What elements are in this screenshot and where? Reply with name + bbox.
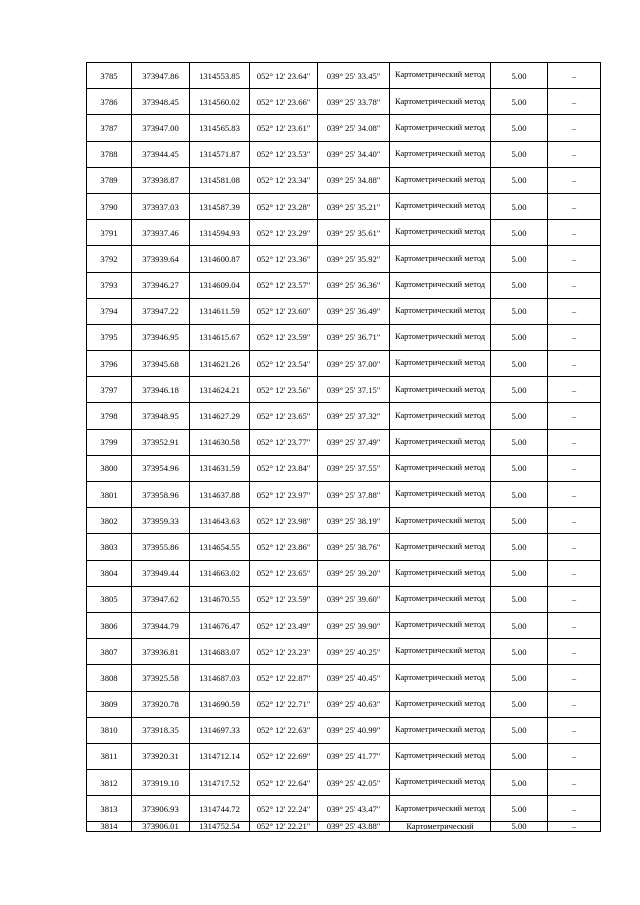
latitude-cell: 052° 12' 23.23" <box>250 639 318 665</box>
longitude-cell: 039° 25' 38.19" <box>318 508 390 534</box>
accuracy-cell: 5.00 <box>491 665 548 691</box>
y-coordinate-cell: 1314615.67 <box>190 324 250 350</box>
table-row <box>87 167 601 193</box>
latitude-cell: 052° 12' 23.28" <box>250 193 318 219</box>
method-cell: Картометрический метод <box>390 351 491 377</box>
latitude-cell: 052° 12' 22.24" <box>250 796 318 822</box>
latitude-cell: 052° 12' 23.64" <box>250 63 318 89</box>
y-coordinate-cell: 1314630.58 <box>190 429 250 455</box>
method-cell: Картометрический метод <box>390 298 491 324</box>
description-cell: – <box>548 63 601 89</box>
accuracy-cell: 5.00 <box>491 612 548 638</box>
x-coordinate-cell: 373936.81 <box>132 639 190 665</box>
x-coordinate-cell: 373906.01 <box>132 822 190 832</box>
table-row <box>87 63 601 89</box>
point-number-cell: 3795 <box>87 324 132 350</box>
latitude-cell: 052° 12' 22.69" <box>250 743 318 769</box>
description-cell: – <box>548 193 601 219</box>
accuracy-cell: 5.00 <box>491 482 548 508</box>
point-number-cell: 3788 <box>87 141 132 167</box>
latitude-cell: 052° 12' 23.65" <box>250 560 318 586</box>
point-number-cell: 3798 <box>87 403 132 429</box>
point-number-cell: 3803 <box>87 534 132 560</box>
accuracy-cell: 5.00 <box>491 115 548 141</box>
table-row <box>87 403 601 429</box>
point-number-cell: 3804 <box>87 560 132 586</box>
x-coordinate-cell: 373947.62 <box>132 586 190 612</box>
longitude-cell: 039° 25' 40.99" <box>318 717 390 743</box>
method-cell: Картометрический метод <box>390 377 491 403</box>
table-row <box>87 220 601 246</box>
description-cell: – <box>548 612 601 638</box>
method-cell: Картометрический <box>390 822 491 832</box>
accuracy-cell: 5.00 <box>491 89 548 115</box>
point-number-cell: 3800 <box>87 455 132 481</box>
y-coordinate-cell: 1314717.52 <box>190 770 250 796</box>
method-cell: Картометрический метод <box>390 717 491 743</box>
accuracy-cell: 5.00 <box>491 508 548 534</box>
method-cell: Картометрический метод <box>390 612 491 638</box>
description-cell: – <box>548 324 601 350</box>
description-cell: – <box>548 141 601 167</box>
latitude-cell: 052° 12' 23.65" <box>250 403 318 429</box>
y-coordinate-cell: 1314609.04 <box>190 272 250 298</box>
description-cell: – <box>548 429 601 455</box>
method-cell: Картометрический метод <box>390 534 491 560</box>
accuracy-cell: 5.00 <box>491 246 548 272</box>
table-row <box>87 665 601 691</box>
method-cell: Картометрический метод <box>390 272 491 298</box>
x-coordinate-cell: 373919.10 <box>132 770 190 796</box>
y-coordinate-cell: 1314571.87 <box>190 141 250 167</box>
x-coordinate-cell: 373944.45 <box>132 141 190 167</box>
accuracy-cell: 5.00 <box>491 220 548 246</box>
point-number-cell: 3802 <box>87 508 132 534</box>
y-coordinate-cell: 1314581.08 <box>190 167 250 193</box>
x-coordinate-cell: 373937.03 <box>132 193 190 219</box>
longitude-cell: 039° 25' 37.49" <box>318 429 390 455</box>
latitude-cell: 052° 12' 23.54" <box>250 351 318 377</box>
point-number-cell: 3805 <box>87 586 132 612</box>
method-cell: Картометрический метод <box>390 482 491 508</box>
latitude-cell: 052° 12' 23.86" <box>250 534 318 560</box>
y-coordinate-cell: 1314676.47 <box>190 612 250 638</box>
accuracy-cell: 5.00 <box>491 167 548 193</box>
y-coordinate-cell: 1314690.59 <box>190 691 250 717</box>
point-number-cell: 3806 <box>87 612 132 638</box>
longitude-cell: 039° 25' 33.78" <box>318 89 390 115</box>
method-cell: Картометрический метод <box>390 115 491 141</box>
description-cell: – <box>548 377 601 403</box>
longitude-cell: 039° 25' 43.47" <box>318 796 390 822</box>
latitude-cell: 052° 12' 23.57" <box>250 272 318 298</box>
x-coordinate-cell: 373946.18 <box>132 377 190 403</box>
table-row <box>87 822 601 832</box>
table-row <box>87 141 601 167</box>
method-cell: Картометрический метод <box>390 691 491 717</box>
y-coordinate-cell: 1314594.93 <box>190 220 250 246</box>
accuracy-cell: 5.00 <box>491 691 548 717</box>
table-row <box>87 193 601 219</box>
latitude-cell: 052° 12' 22.64" <box>250 770 318 796</box>
accuracy-cell: 5.00 <box>491 455 548 481</box>
x-coordinate-cell: 373946.95 <box>132 324 190 350</box>
longitude-cell: 039° 25' 35.92" <box>318 246 390 272</box>
description-cell: – <box>548 665 601 691</box>
latitude-cell: 052° 12' 22.71" <box>250 691 318 717</box>
latitude-cell: 052° 12' 23.61" <box>250 115 318 141</box>
method-cell: Картометрический метод <box>390 246 491 272</box>
latitude-cell: 052° 12' 22.63" <box>250 717 318 743</box>
description-cell: – <box>548 298 601 324</box>
y-coordinate-cell: 1314643.63 <box>190 508 250 534</box>
longitude-cell: 039° 25' 36.71" <box>318 324 390 350</box>
longitude-cell: 039° 25' 35.21" <box>318 193 390 219</box>
point-number-cell: 3792 <box>87 246 132 272</box>
longitude-cell: 039° 25' 35.61" <box>318 220 390 246</box>
y-coordinate-cell: 1314712.14 <box>190 743 250 769</box>
latitude-cell: 052° 12' 23.60" <box>250 298 318 324</box>
longitude-cell: 039° 25' 37.32" <box>318 403 390 429</box>
longitude-cell: 039° 25' 37.15" <box>318 377 390 403</box>
method-cell: Картометрический метод <box>390 403 491 429</box>
longitude-cell: 039° 25' 34.08" <box>318 115 390 141</box>
method-cell: Картометрический метод <box>390 89 491 115</box>
table-row <box>87 639 601 665</box>
table-row <box>87 691 601 717</box>
longitude-cell: 039° 25' 40.25" <box>318 639 390 665</box>
method-cell: Картометрический метод <box>390 63 491 89</box>
accuracy-cell: 5.00 <box>491 324 548 350</box>
accuracy-cell: 5.00 <box>491 639 548 665</box>
y-coordinate-cell: 1314600.87 <box>190 246 250 272</box>
description-cell: – <box>548 272 601 298</box>
table-row <box>87 324 601 350</box>
point-number-cell: 3810 <box>87 717 132 743</box>
method-cell: Картометрический метод <box>390 508 491 534</box>
description-cell: – <box>548 560 601 586</box>
latitude-cell: 052° 12' 23.34" <box>250 167 318 193</box>
description-cell: – <box>548 220 601 246</box>
table-row <box>87 586 601 612</box>
point-number-cell: 3785 <box>87 63 132 89</box>
description-cell: – <box>548 482 601 508</box>
table-row <box>87 89 601 115</box>
longitude-cell: 039° 25' 34.40" <box>318 141 390 167</box>
accuracy-cell: 5.00 <box>491 377 548 403</box>
y-coordinate-cell: 1314627.29 <box>190 403 250 429</box>
x-coordinate-cell: 373925.58 <box>132 665 190 691</box>
point-number-cell: 3791 <box>87 220 132 246</box>
method-cell: Картометрический метод <box>390 429 491 455</box>
latitude-cell: 052° 12' 23.56" <box>250 377 318 403</box>
accuracy-cell: 5.00 <box>491 586 548 612</box>
longitude-cell: 039° 25' 40.45" <box>318 665 390 691</box>
x-coordinate-cell: 373944.79 <box>132 612 190 638</box>
longitude-cell: 039° 25' 37.55" <box>318 455 390 481</box>
longitude-cell: 039° 25' 34.88" <box>318 167 390 193</box>
method-cell: Картометрический метод <box>390 770 491 796</box>
description-cell: – <box>548 455 601 481</box>
y-coordinate-cell: 1314654.55 <box>190 534 250 560</box>
longitude-cell: 039° 25' 40.63" <box>318 691 390 717</box>
table-row <box>87 508 601 534</box>
method-cell: Картометрический метод <box>390 665 491 691</box>
table-row <box>87 743 601 769</box>
point-number-cell: 3801 <box>87 482 132 508</box>
accuracy-cell: 5.00 <box>491 141 548 167</box>
accuracy-cell: 5.00 <box>491 272 548 298</box>
table-row <box>87 560 601 586</box>
method-cell: Картометрический метод <box>390 560 491 586</box>
accuracy-cell: 5.00 <box>491 560 548 586</box>
x-coordinate-cell: 373948.45 <box>132 89 190 115</box>
description-cell: – <box>548 770 601 796</box>
accuracy-cell: 5.00 <box>491 534 548 560</box>
latitude-cell: 052° 12' 22.87" <box>250 665 318 691</box>
point-number-cell: 3794 <box>87 298 132 324</box>
table-row <box>87 115 601 141</box>
table-row <box>87 298 601 324</box>
x-coordinate-cell: 373918.35 <box>132 717 190 743</box>
description-cell: – <box>548 246 601 272</box>
y-coordinate-cell: 1314587.39 <box>190 193 250 219</box>
description-cell: – <box>548 691 601 717</box>
x-coordinate-cell: 373955.86 <box>132 534 190 560</box>
accuracy-cell: 5.00 <box>491 63 548 89</box>
latitude-cell: 052° 12' 23.59" <box>250 586 318 612</box>
accuracy-cell: 5.00 <box>491 193 548 219</box>
method-cell: Картометрический метод <box>390 167 491 193</box>
latitude-cell: 052° 12' 23.29" <box>250 220 318 246</box>
x-coordinate-cell: 373938.87 <box>132 167 190 193</box>
table-row <box>87 612 601 638</box>
point-number-cell: 3793 <box>87 272 132 298</box>
description-cell: – <box>548 351 601 377</box>
accuracy-cell: 5.00 <box>491 429 548 455</box>
x-coordinate-cell: 373946.27 <box>132 272 190 298</box>
point-number-cell: 3787 <box>87 115 132 141</box>
y-coordinate-cell: 1314663.02 <box>190 560 250 586</box>
x-coordinate-cell: 373947.86 <box>132 63 190 89</box>
table-row <box>87 455 601 481</box>
y-coordinate-cell: 1314560.02 <box>190 89 250 115</box>
y-coordinate-cell: 1314637.88 <box>190 482 250 508</box>
table-row <box>87 351 601 377</box>
longitude-cell: 039° 25' 39.20" <box>318 560 390 586</box>
table-row <box>87 482 601 508</box>
x-coordinate-cell: 373939.64 <box>132 246 190 272</box>
y-coordinate-cell: 1314565.83 <box>190 115 250 141</box>
latitude-cell: 052° 12' 23.59" <box>250 324 318 350</box>
description-cell: – <box>548 403 601 429</box>
longitude-cell: 039° 25' 39.90" <box>318 612 390 638</box>
method-cell: Картометрический метод <box>390 455 491 481</box>
table-row <box>87 429 601 455</box>
x-coordinate-cell: 373947.00 <box>132 115 190 141</box>
latitude-cell: 052° 12' 23.97" <box>250 482 318 508</box>
y-coordinate-cell: 1314670.55 <box>190 586 250 612</box>
method-cell: Картометрический метод <box>390 220 491 246</box>
point-number-cell: 3809 <box>87 691 132 717</box>
method-cell: Картометрический метод <box>390 324 491 350</box>
point-number-cell: 3796 <box>87 351 132 377</box>
y-coordinate-cell: 1314697.33 <box>190 717 250 743</box>
y-coordinate-cell: 1314683.07 <box>190 639 250 665</box>
latitude-cell: 052° 12' 23.98" <box>250 508 318 534</box>
point-number-cell: 3789 <box>87 167 132 193</box>
y-coordinate-cell: 1314744.72 <box>190 796 250 822</box>
description-cell: – <box>548 115 601 141</box>
table-row <box>87 272 601 298</box>
longitude-cell: 039° 25' 36.36" <box>318 272 390 298</box>
x-coordinate-cell: 373947.22 <box>132 298 190 324</box>
description-cell: – <box>548 639 601 665</box>
accuracy-cell: 5.00 <box>491 717 548 743</box>
x-coordinate-cell: 373948.95 <box>132 403 190 429</box>
longitude-cell: 039° 25' 41.77" <box>318 743 390 769</box>
longitude-cell: 039° 25' 42.05" <box>318 770 390 796</box>
y-coordinate-cell: 1314631.59 <box>190 455 250 481</box>
latitude-cell: 052° 12' 23.36" <box>250 246 318 272</box>
y-coordinate-cell: 1314611.59 <box>190 298 250 324</box>
point-number-cell: 3811 <box>87 743 132 769</box>
latitude-cell: 052° 12' 23.84" <box>250 455 318 481</box>
table-row <box>87 796 601 822</box>
longitude-cell: 039° 25' 36.49" <box>318 298 390 324</box>
x-coordinate-cell: 373920.31 <box>132 743 190 769</box>
point-number-cell: 3808 <box>87 665 132 691</box>
y-coordinate-cell: 1314687.03 <box>190 665 250 691</box>
description-cell: – <box>548 534 601 560</box>
y-coordinate-cell: 1314624.21 <box>190 377 250 403</box>
point-number-cell: 3797 <box>87 377 132 403</box>
longitude-cell: 039° 25' 37.88" <box>318 482 390 508</box>
description-cell: – <box>548 508 601 534</box>
y-coordinate-cell: 1314553.85 <box>190 63 250 89</box>
point-number-cell: 3786 <box>87 89 132 115</box>
y-coordinate-cell: 1314621.26 <box>190 351 250 377</box>
method-cell: Картометрический метод <box>390 639 491 665</box>
description-cell: – <box>548 717 601 743</box>
table-row <box>87 717 601 743</box>
method-cell: Картометрический метод <box>390 743 491 769</box>
method-cell: Картометрический метод <box>390 193 491 219</box>
table-body <box>87 63 601 832</box>
x-coordinate-cell: 373949.44 <box>132 560 190 586</box>
point-number-cell: 3814 <box>87 822 132 832</box>
point-number-cell: 3813 <box>87 796 132 822</box>
point-number-cell: 3799 <box>87 429 132 455</box>
description-cell: – <box>548 167 601 193</box>
latitude-cell: 052° 12' 22.21" <box>250 822 318 832</box>
accuracy-cell: 5.00 <box>491 351 548 377</box>
accuracy-cell: 5.00 <box>491 770 548 796</box>
description-cell: – <box>548 89 601 115</box>
accuracy-cell: 5.00 <box>491 298 548 324</box>
point-number-cell: 3812 <box>87 770 132 796</box>
x-coordinate-cell: 373906.93 <box>132 796 190 822</box>
latitude-cell: 052° 12' 23.49" <box>250 612 318 638</box>
latitude-cell: 052° 12' 23.53" <box>250 141 318 167</box>
longitude-cell: 039° 25' 43.88" <box>318 822 390 832</box>
description-cell: – <box>548 586 601 612</box>
method-cell: Картометрический метод <box>390 141 491 167</box>
description-cell: – <box>548 822 601 832</box>
accuracy-cell: 5.00 <box>491 822 548 832</box>
method-cell: Картометрический метод <box>390 586 491 612</box>
table-row <box>87 770 601 796</box>
table-row <box>87 534 601 560</box>
table-row <box>87 377 601 403</box>
x-coordinate-cell: 373937.46 <box>132 220 190 246</box>
description-cell: – <box>548 796 601 822</box>
x-coordinate-cell: 373920.78 <box>132 691 190 717</box>
point-number-cell: 3807 <box>87 639 132 665</box>
x-coordinate-cell: 373958.96 <box>132 482 190 508</box>
latitude-cell: 052° 12' 23.77" <box>250 429 318 455</box>
table-row <box>87 246 601 272</box>
accuracy-cell: 5.00 <box>491 403 548 429</box>
y-coordinate-cell: 1314752.54 <box>190 822 250 832</box>
x-coordinate-cell: 373952.91 <box>132 429 190 455</box>
latitude-cell: 052° 12' 23.66" <box>250 89 318 115</box>
x-coordinate-cell: 373945.68 <box>132 351 190 377</box>
method-cell: Картометрический метод <box>390 796 491 822</box>
x-coordinate-cell: 373959.33 <box>132 508 190 534</box>
coordinates-table <box>86 62 601 832</box>
description-cell: – <box>548 743 601 769</box>
accuracy-cell: 5.00 <box>491 743 548 769</box>
longitude-cell: 039° 25' 33.45" <box>318 63 390 89</box>
x-coordinate-cell: 373954.96 <box>132 455 190 481</box>
longitude-cell: 039° 25' 38.76" <box>318 534 390 560</box>
longitude-cell: 039° 25' 39.60" <box>318 586 390 612</box>
accuracy-cell: 5.00 <box>491 796 548 822</box>
longitude-cell: 039° 25' 37.00" <box>318 351 390 377</box>
point-number-cell: 3790 <box>87 193 132 219</box>
